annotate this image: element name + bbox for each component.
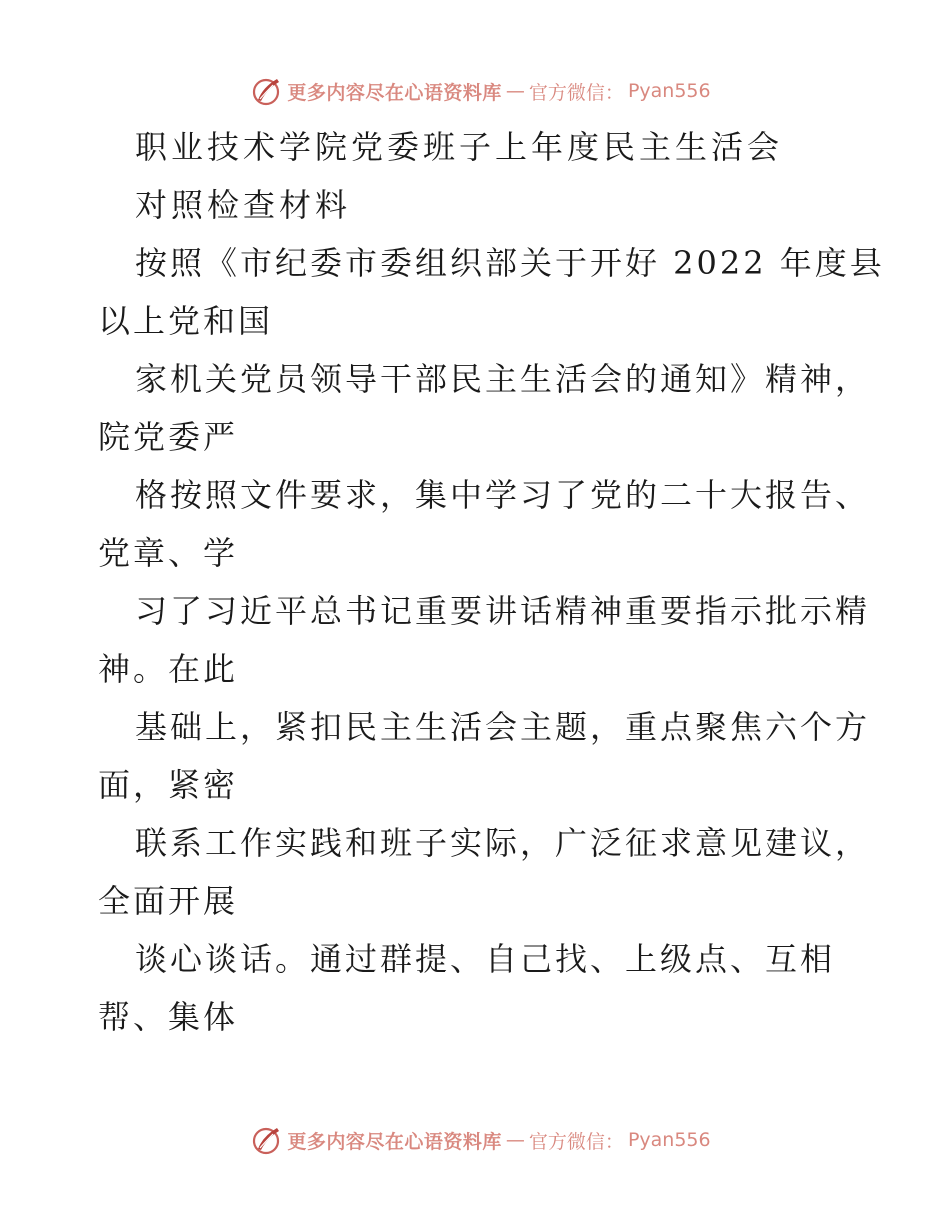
watermark-site-text: 更多内容尽在心语资料库 (287, 81, 502, 104)
document-title: 职业技术学院党委班子上年度民主生活会 (135, 128, 784, 166)
paragraph-line: 家机关党员领导干部民主生活会的通知》精神， (135, 360, 871, 398)
paragraph-line: 按照《市纪委市委组织部关于开好 2022 年度县 (135, 244, 885, 282)
paragraph-line: 党章、学 (98, 534, 239, 572)
paragraph-line: 谈心谈话。通过群提、自己找、上级点、互相 (135, 940, 836, 978)
paragraph-line: 面，紧密 (98, 766, 239, 804)
pen-logo-icon (251, 1124, 283, 1156)
watermark-site-text: 更多内容尽在心语资料库 (287, 1130, 502, 1153)
paragraph-line: 以上党和国 (98, 302, 274, 340)
watermark-wechat-id: Pyan556 (627, 1129, 711, 1151)
paragraph-line: 习了习近平总书记重要讲话精神重要指示批示精 (135, 592, 871, 630)
paragraph-line: 基础上，紧扣民主生活会主题，重点聚焦六个方 (135, 708, 871, 746)
paragraph-line: 全面开展 (98, 882, 239, 920)
watermark-separator: — (505, 1129, 525, 1151)
paragraph-line: 格按照文件要求，集中学习了党的二十大报告、 (135, 476, 871, 514)
paragraph-line: 帮、集体 (98, 998, 239, 1036)
document-body (98, 118, 885, 1046)
pen-logo-icon (251, 75, 283, 107)
header-watermark (0, 71, 950, 111)
document-subtitle: 对照检查材料 (135, 186, 352, 224)
watermark-wechat-id: Pyan556 (627, 80, 711, 102)
paragraph-line: 院党委严 (98, 418, 239, 456)
watermark-separator: — (505, 80, 525, 102)
paragraph-line: 神。在此 (98, 650, 239, 688)
paragraph-line: 联系工作实践和班子实际，广泛征求意见建议， (135, 824, 871, 862)
watermark-wechat-label: 官方微信： (528, 81, 624, 104)
watermark-wechat-label: 官方微信： (528, 1130, 624, 1153)
footer-watermark (0, 1120, 950, 1160)
